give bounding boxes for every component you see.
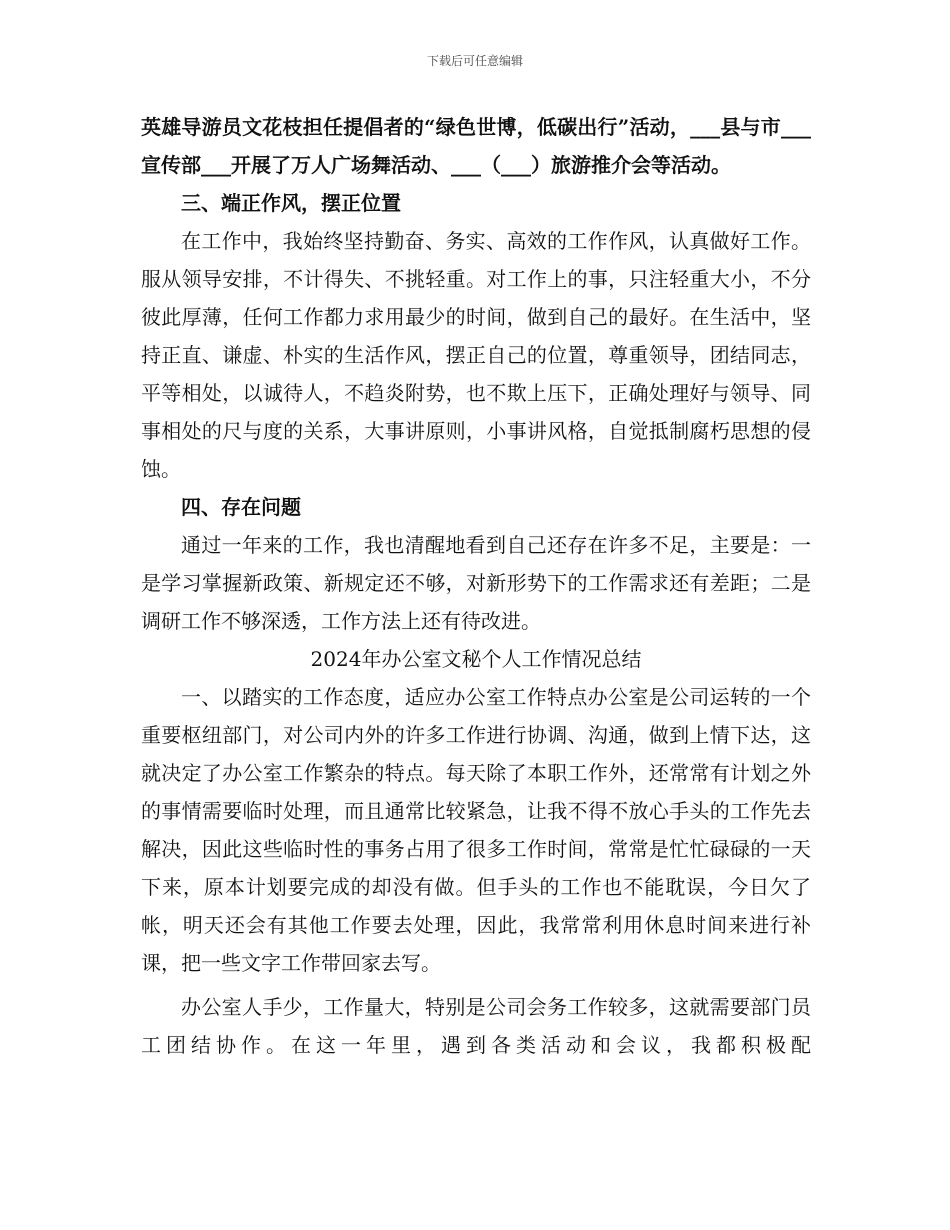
paragraph-section-3: 在工作中，我始终坚持勤奋、务实、高效的工作作风，认真做好工作。服从领导安排，不计得失、不挑轻重。对工作上的事，只注轻重大小，不分彼此厚薄，任何工作都力求用最少的时间，做到自己的最好。在生活中，坚持正直、谦虚、朴实的生活作风，摆正自己的位置，尊重领导，团结同志，平等相处，以诚待人，不趋炎附势，也不欺上压下，正确处理好与领导、同事相处的尺与度的关系，大事讲原则，小事讲风格，自觉抵制腐朽思想的侵蚀。 <box>141 229 811 481</box>
section-heading-4: 四、存在问题 <box>181 495 301 519</box>
paragraph-summary-2: 办公室人手少，工作量大，特别是公司会务工作较多，这就需要部门员工团结协作。在这一年里，遇到各类活动和会议，我都积极配 <box>141 995 811 1057</box>
paragraph-intro: 英雄导游员文花枝担任提倡者的“绿色世博，低碳出行”活动，___县与市___宣传部___开展了万人广场舞活动、___（___）旅游推介会等活动。 <box>141 115 811 177</box>
section-heading-3: 三、端正作风，摆正位置 <box>181 191 401 215</box>
document-title: 2024年办公室文秘个人工作情况总结 <box>310 647 642 671</box>
header-note: 下载后可任意编辑 <box>426 54 523 68</box>
paragraph-summary-1: 一、以踏实的工作态度，适应办公室工作特点办公室是公司运转的一个重要枢纽部门，对公司内外的许多工作进行协调、沟通，做到上情下达，这就决定了办公室工作繁杂的特点。每天除了本职工作外，还常常有计划之外的事情需要临时处理，而且通常比较紧急，让我不得不放心手头的工作先去解决，因此这些临时性的事务占用了很多工作时间，常常是忙忙碌碌的一天下来，原本计划要完成的却没有做。但手头的工作也不能耽误，今日欠了帐，明天还会有其他工作要去处理，因此，我常常利用休息时间来进行补课，把一些文字工作带回家去写。 <box>141 685 811 975</box>
document-body <box>141 108 811 1064</box>
paragraph-section-4: 通过一年来的工作，我也清醒地看到自己还存在许多不足，主要是：一是学习掌握新政策、新规定还不够，对新形势下的工作需求还有差距；二是调研工作不够深透，工作方法上还有待改进。 <box>141 533 811 633</box>
